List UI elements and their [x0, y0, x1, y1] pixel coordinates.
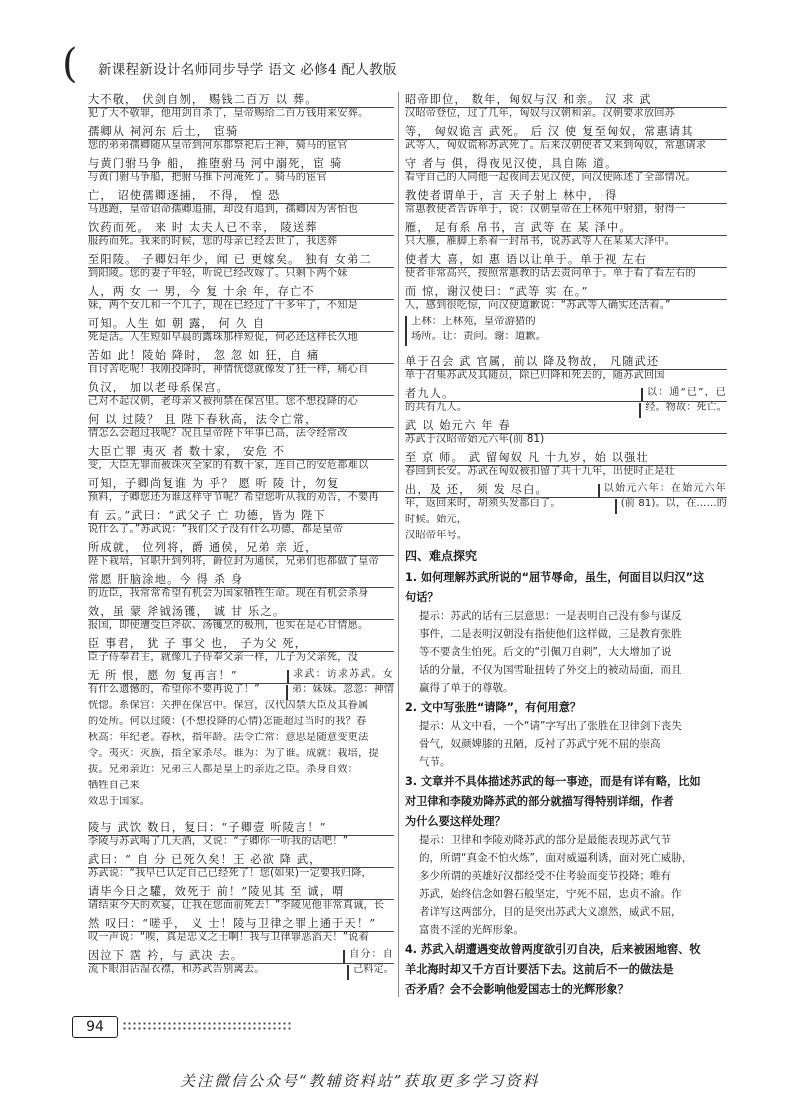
annotation-note: 经。物故：死亡。 — [639, 403, 727, 418]
source-line — [88, 948, 394, 964]
source-line — [88, 668, 394, 684]
annotation-note: 以始元六年：在始元六年 — [598, 484, 727, 497]
translation-line: 说什么了。”苏武说：“我们父子没有什么功德，都是皇帝 — [88, 524, 344, 535]
source-line: 武曰：“ 自 分 已死久矣！王 必欲 降 武， — [88, 852, 394, 868]
translation-line — [405, 498, 727, 514]
source-line: 守 者与 俱，得夜见汉使，具自陈 道。 — [405, 156, 727, 172]
translation-line: 常惠教使者告诉单于，说：汉朝皇帝在上林苑中射猎，射得一 — [405, 204, 686, 215]
answer-hint: 苏武，始终信念如磐石般坚定，宁死不屈，忠贞不渝。作 — [419, 888, 682, 900]
source-line: 然 叹曰：“嗟乎， 义 士！陵与卫律之罪上通于天！” — [88, 916, 394, 932]
line-text: 的共有九人。 — [405, 402, 468, 413]
translation-line: 的处所。何以过陵：(不想投降的心情)怎能超过当时的我？春 — [88, 716, 367, 727]
source-line: 昭帝即位， 数年，匈奴与汉 和亲。 汉 求 武 — [405, 92, 727, 108]
source-line: 使者大 喜，如 惠 语以让单于。单于视 左右 — [405, 252, 727, 268]
translation-line: 情怎么会超过我呢？况且皇帝陛下年事已高，法令经常改 — [88, 428, 348, 439]
translation-line: 只大雁，雁脚上系着一封帛书，说苏武等人在某某大泽中。 — [405, 236, 676, 247]
answer-hint: 的，所谓“真金不怕火炼”，面对威逼利诱，面对死亡威胁， — [419, 852, 693, 864]
source-line: 效，虽 蒙 斧钺汤镬， 诚 甘 乐之。 — [88, 604, 394, 620]
translation-line: 拔。兄弟亲近：兄弟三人都是皇上的亲近之臣。杀身自效： — [88, 764, 359, 775]
answer-hint: 提示：卫律和李陵劝降苏武的部分是最能表现苏武气节 — [419, 834, 671, 846]
annotation-note: 场所。让：责问。谢：道歉。 — [405, 331, 727, 346]
annotation-note: 己料定。 — [347, 965, 394, 980]
source-line: 与黄门驸马争 船， 推堕驸马 河中溺死，宦 骑 — [88, 156, 394, 172]
left-column — [88, 92, 394, 980]
answer-hint: 气节。 — [419, 756, 451, 768]
source-line: 大不敬， 伏剑自刎， 赐钱二百万 以 葬。 — [88, 92, 394, 108]
source-line: 教使者谓单于，言 天子射上 林中， 得 — [405, 188, 727, 204]
source-line: 孺卿从 祠河东 后土， 宦骑 — [88, 124, 394, 140]
translation-line: 牺牲自己来 — [88, 780, 140, 791]
source-line: 有 云。”武曰：“武父子 亡 功德，皆为 陛下 — [88, 508, 394, 524]
answer-hint: 话的分量，不仅为国雪耻扭转了外交上的被动局面，而且 — [419, 664, 682, 676]
answer-hint: 富贵不淫的光辉形象。 — [419, 924, 524, 936]
source-line: 大臣亡罪 夷灭 者 数十家， 安危 不 — [88, 444, 394, 460]
header-bracket-decoration: ( — [62, 41, 78, 87]
translation-line: 您的弟弟孺卿随从皇帝到河东郡祭祀后土神，骑马的宦官 — [88, 140, 348, 151]
answer-hint: 提示：苏武的话有三层意思：一是表明自己没有参与谋反 — [419, 610, 682, 622]
question-text: 3. 文章并不具体描述苏武的每一事迹，而是有详有略，比如 — [405, 775, 701, 788]
translation-line: 秋高：年纪老。春秋，指年龄。法令亡常：意思是随意变更法 — [88, 732, 369, 743]
source-line: 可知。人生 如 朝 露， 何 久 自 — [88, 316, 394, 332]
dotted-decoration — [122, 1021, 292, 1031]
line-text: 因泣下 霑 衿，与 武决 去。 — [88, 949, 244, 962]
line-text: 流下眼泪沾湿衣襟，和苏武告别离去。 — [88, 964, 265, 975]
line-text: 者九人。 — [405, 387, 455, 400]
annotation-note: 以：通“已”，已 — [641, 388, 727, 401]
translation-line: 汉昭帝年号。 — [405, 530, 468, 541]
source-line: 武 以 始元六 年 春 — [405, 418, 727, 434]
translation-line: 苏武于汉昭帝始元六年(前 81) — [405, 434, 545, 445]
column-divider — [398, 92, 399, 997]
spacer — [88, 812, 394, 820]
footer-watermark: 关注微信公众号“教辅资料站”获取更多学习资料 — [180, 1072, 540, 1090]
translation-line: 令。夷灭：灭族，指全家杀尽。谁为：为了谁。成就：栽培，提 — [88, 748, 379, 759]
annotation-note: 求武：访求苏武。女 — [287, 670, 394, 683]
source-line: 而 惊，谢汉使曰：“武等 实 在。” — [405, 284, 727, 300]
translation-line: 李陵与苏武喝了几天酒，又说：“子卿你一听我的话吧！” — [88, 836, 349, 847]
line-text: 有什么遗憾的，希望你不要再说了！” — [88, 684, 260, 695]
right-column — [405, 92, 727, 1000]
translation-line: 看守自己的人同他一起夜间去见汉使，向汉使陈述了全部情况。 — [405, 172, 696, 183]
translation-line: 与黄门驸马争船，把驸马推下河淹死了。骑马的宦官 — [88, 172, 327, 183]
question-text: 2. 文中写张胜“请降”，有何用意？ — [405, 701, 582, 714]
annotation-note: 自分：自 — [343, 950, 394, 963]
source-line: 至阳陵。 子卿妇年少，闻 已 更嫁矣。 独有 女弟二 — [88, 252, 394, 268]
source-line: 何 以 过陵？ 且 陛下春秋高，法令亡常， — [88, 412, 394, 428]
translation-line: 春回到长安。苏武在匈奴被扣留了共十九年，出使时正是壮 — [405, 466, 676, 477]
answer-hint: 等不要贪生怕死。后文的“引佩刀自刺”，大大增加了说 — [419, 646, 672, 658]
source-line: 所成就， 位列将，爵 通侯，兄弟 亲 近， — [88, 540, 394, 556]
annotation-note: (前 81)。以，在……的 — [615, 499, 727, 514]
source-line: 苦如 此！陵始 降时， 忽 忽 如 狂，自 痛 — [88, 348, 394, 364]
translation-line: 使者非常高兴，按照常惠教的话去责问单于。单于看了看左右的 — [405, 268, 696, 279]
translation-line: 恍惚。系保宫：关押在保宫中。保宫，汉代囚禁大臣及其眷属 — [88, 700, 369, 711]
source-line: 雁， 足有系 帛书，言 武等 在 某 泽中。 — [405, 220, 727, 236]
question-text: 对卫律和李陵劝降苏武的部分就描写得特别详细，作者 — [405, 795, 674, 808]
source-line: 陵与 武饮 数日，复曰：“子卿壹 听陵言！” — [88, 820, 394, 836]
translation-line: 臣子侍奉君主，就像儿子侍奉父亲一样，儿子为父亲死，没 — [88, 652, 359, 663]
line-text: 出，及 还， 须 发 尽白。 — [405, 483, 548, 496]
translation-line: 到阳陵。您的妻子年轻，听说已经改嫁了。只剩下两个妹 — [88, 268, 348, 279]
translation-line: 陛下栽培，官职升到列将，爵位封为通侯，兄弟们也都做了皇帝 — [88, 556, 379, 567]
translation-line: 的近臣，我常常希望有机会为国家牺牲生命。现在有机会杀身 — [88, 588, 369, 599]
question-text: 1. 如何理解苏武所说的“屈节辱命，虽生，何面目以归汉”这 — [405, 571, 705, 584]
annotation-note: 上林：上林苑，皇帝游猎的 — [405, 316, 727, 331]
line-text: 年，返回来时，胡须头发都白了。 — [405, 498, 561, 509]
translation-line: 自讨苦吃呢！我刚投降时，神情恍惚就像发了狂一样，痛心自 — [88, 364, 369, 375]
section-heading: 四、难点探究 — [405, 549, 478, 563]
translation-line — [405, 402, 727, 418]
source-line — [405, 386, 727, 402]
answer-hint: 提示：从文中看，一个“请”字写出了张胜在卫律剑下丧失 — [419, 720, 682, 732]
translation-line: 妹，两个女儿和一个儿子，现在已经过了十多年了，不知是 — [88, 300, 359, 311]
translation-line: 报国，即使遭受巨斧砍、汤镬烹的极刑，也实在是心甘情愿。 — [88, 620, 369, 631]
question-text: 4. 苏武入胡遭遇变故曾两度欲引刃自决，后来被困地窖、牧 — [405, 943, 701, 956]
translation-line: 死是活。人生短如早晨的露珠那样短促，何必还这样长久地 — [88, 332, 359, 343]
question-text: 否矛盾？会不会影响他爱国志士的光辉形象？ — [405, 983, 629, 996]
translation-line: 人，感到很吃惊，向汉使道歉说：“苏武等人确实还活着。” — [405, 300, 671, 311]
translation-line: 汉昭帝登位，过了几年，匈奴与汉朝和亲。汉朝要求放回苏 — [405, 108, 676, 119]
translation-line: 单于召集苏武及其随员，除已归降和死去的，随苏武回国 — [405, 370, 665, 381]
annotation-note: 弟：妹妹。忽忽：神情 — [286, 685, 394, 700]
source-line: 负汉， 加以老母系保宫。 — [88, 380, 394, 396]
translation-line: 预料，子卿您还为谁这样守节呢？希望您听从我的劝告，不要再 — [88, 492, 379, 503]
source-line: 臣 事君， 犹 子 事父 也， 子为父 死， — [88, 636, 394, 652]
source-line: 人，两 女 一 男，今 复 十余 年，存亡不 — [88, 284, 394, 300]
source-line: 常愿 肝脑涂地。今 得 杀 身 — [88, 572, 394, 588]
translation-line: 苏武说：“我早已认定自己已经死了！您(如果)一定要我归降， — [88, 868, 372, 879]
question-text: 为什么要这样处理？ — [405, 815, 506, 828]
book-title: 新课程新设计名师同步导学 语文 必修4 配人教版 — [98, 62, 397, 78]
page-header — [62, 41, 722, 87]
answer-hint: 者详写这两部分，目的是突出苏武大义凛然，威武不屈， — [419, 906, 682, 918]
translation-line: 变，大臣无罪而被诛灭全家的有数十家，连自己的安危都难以 — [88, 460, 369, 471]
translation-line: 时候。始元， — [405, 514, 468, 525]
source-line: 可知，子卿尚复谁 为 乎？ 愿 听 陵 计，勿复 — [88, 476, 394, 492]
answer-hint: 骨气，奴颜婢膝的丑陋，反衬了苏武宁死不屈的崇高 — [419, 738, 661, 750]
answer-hint: 多少所谓的英雄好汉都经受不住考验而变节投降；唯有 — [419, 870, 671, 882]
translation-line — [88, 684, 394, 700]
translation-line: 犯了大不敬罪，他用剑自杀了，皇帝赐给二百万钱用来安葬。 — [88, 108, 369, 119]
source-line: 单于召会 武 官属，前以 降及物故， 凡随武还 — [405, 354, 727, 370]
answer-hint: 事件，二是表明汉朝没有指使他们这样做，三是教育张胜 — [419, 628, 682, 640]
spacer — [405, 346, 727, 354]
translation-line: 武等人，匈奴谎称苏武死了。后来汉朝使者又来到匈奴，常惠请求 — [405, 140, 707, 151]
source-line: 请毕今日之驩，效死于 前！”陵见其 至 诚，喟 — [88, 884, 394, 900]
source-line: 等， 匈奴诡言 武死。 后 汉 使 复至匈奴，常惠请其 — [405, 124, 727, 140]
translation-line — [88, 964, 394, 980]
line-text: 无 所 恨，愿 勿 复再言！” — [88, 669, 238, 682]
question-text: 句话？ — [405, 591, 439, 604]
source-line: 亡， 诏使孺卿逐捕， 不得， 惶 恐 — [88, 188, 394, 204]
translation-line: 服药而死。我来的时候，您的母亲已经去世了，我送葬 — [88, 236, 338, 247]
page-number-block — [72, 1016, 292, 1038]
source-line: 至 京 师。 武 留匈奴 凡 十九岁，始 以强壮 — [405, 450, 727, 466]
question-text: 羊北海时却又千方百计要活下去。这前后不一的做法是 — [405, 963, 674, 976]
source-line — [405, 482, 727, 498]
answer-hint: 赢得了单于的尊敬。 — [419, 682, 514, 694]
translation-line: 效忠于国家。 — [88, 796, 151, 807]
translation-line: 叹一声说：“唉，真是忠义之士啊！我与卫律罪恶滔天！”说着 — [88, 932, 370, 943]
source-line: 饮药而死。 来 时 太夫人已不幸， 陵送葬 — [88, 220, 394, 236]
page-number: 94 — [72, 1016, 118, 1038]
translation-line: 马逃跑，皇帝诏命孺卿追捕，却没有追到，孺卿因为害怕也 — [88, 204, 359, 215]
translation-line: 请结束今天的欢宴，让我在您面前死去！”李陵见他非常真诚，长 — [88, 900, 385, 911]
translation-line: 己对不起汉朝，老母亲又被拘禁在保宫里。您不想投降的心 — [88, 396, 359, 407]
